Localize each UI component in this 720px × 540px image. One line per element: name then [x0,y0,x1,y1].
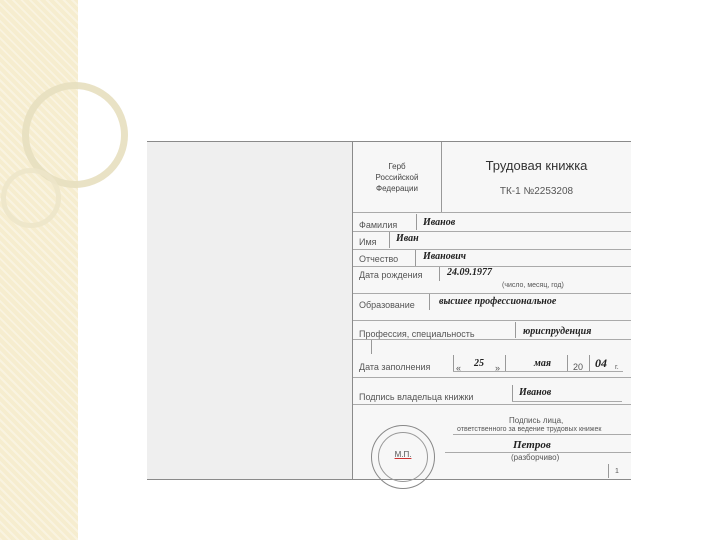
emblem-line: Федерации [376,183,418,193]
divider [353,231,631,232]
patronymic-value: Иванович [423,251,467,262]
surname-label: Фамилия [359,220,398,230]
divider [505,355,506,371]
divider [353,320,631,321]
patronymic-label: Отчество [359,254,399,264]
divider [353,266,631,267]
birth-date-hint: (число, месяц, год) [502,282,564,289]
responsible-signature-value: Петров [513,439,551,451]
divider [512,385,513,401]
owner-signature-value: Иванов [519,387,552,398]
responsible-label-line1: Подпись лица, [509,416,564,425]
fill-date-label: Дата заполнения [359,362,431,372]
divider [453,355,454,371]
divider [353,212,631,213]
fill-date-day: 25 [474,358,484,369]
divider [608,464,609,478]
fill-date-month: мая [534,358,552,369]
divider [353,404,631,405]
divider [567,355,568,371]
work-record-book-page [147,141,631,480]
divider [453,434,631,435]
emblem-line: Герб [388,161,406,171]
birth-date-value: 24.09.1977 [447,267,492,278]
profession-label: Профессия, специальность [359,329,475,339]
fill-date-year-prefix: 20 [573,362,584,372]
divider [353,339,631,340]
responsible-hint: (разборчиво) [511,453,560,462]
blank-left-page [147,142,353,479]
slide-decoration-strip [0,0,78,540]
name-label: Имя [359,237,377,247]
divider [512,401,622,402]
stamp-placeholder [371,425,435,489]
divider [439,267,440,281]
birth-date-label: Дата рождения [359,270,423,280]
decorative-ring-small [1,168,61,228]
fill-date-quote-open: « [456,363,462,373]
surname-value: Иванов [423,217,456,228]
page-number: 1 [615,468,619,475]
emblem-placeholder [353,142,442,212]
divider [353,377,631,378]
fill-date-quote-close: » [495,363,501,373]
divider [515,322,516,338]
divider [415,250,416,266]
profession-value: юриспруденция [523,326,592,337]
title-page [353,142,631,479]
divider [429,294,430,310]
divider [453,371,623,372]
education-value: высшее профессиональное [439,296,557,307]
stamp-inner-ring [378,432,428,482]
document-title: Трудовая книжка [485,158,588,173]
divider [389,232,390,248]
education-label: Образование [359,300,415,310]
name-value: Иван [396,233,419,244]
divider [416,214,417,230]
emblem-line: Российской [375,172,419,182]
divider [353,249,631,250]
document-header [442,142,631,212]
owner-signature-label: Подпись владельца книжки [359,392,474,402]
document-series-number: ТК-1 №2253208 [499,186,574,197]
responsible-label-line2: ответственного за ведение трудовых книжек [457,426,602,433]
divider [589,355,590,371]
divider [371,340,372,354]
stamp-label: М.П. [394,450,412,459]
fill-date-year: 04 [595,356,607,370]
fill-date-year-suffix: г. [615,364,619,371]
divider [353,293,631,294]
